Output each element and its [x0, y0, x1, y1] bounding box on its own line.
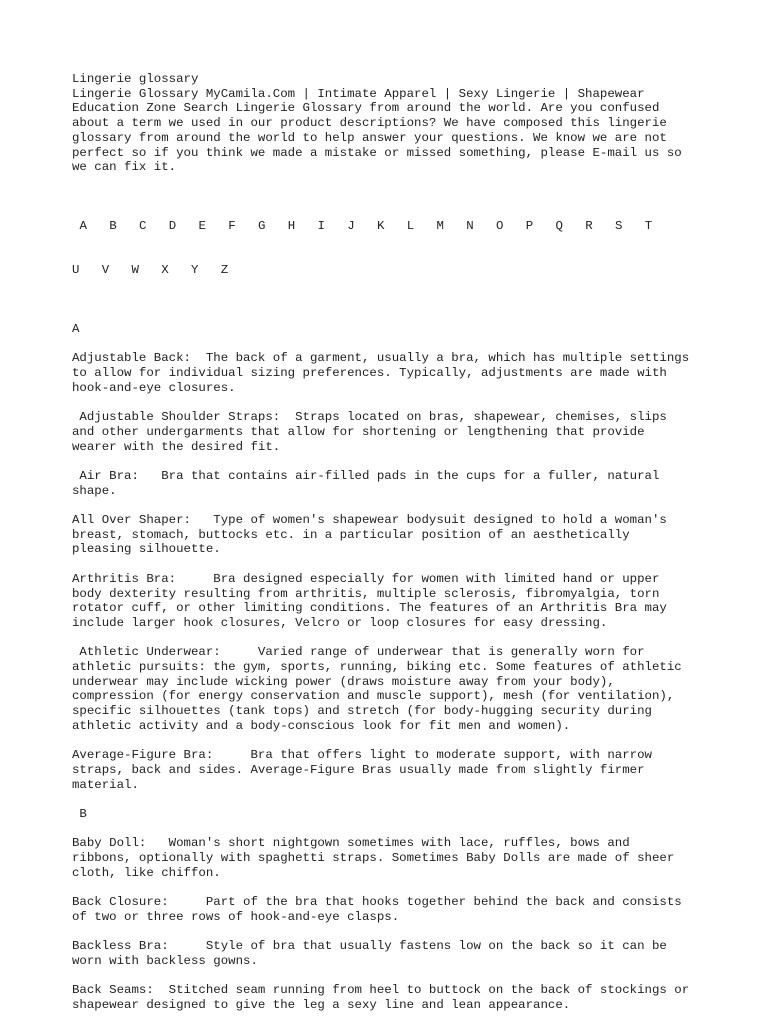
glossary-document: [72, 72, 712, 1013]
intro-line: about a term we used in our product descriptions? We have composed this lingerie: [72, 116, 667, 131]
alphabet-link-p[interactable]: P: [525, 219, 534, 234]
glossary-entry: [72, 469, 712, 498]
alphabet-link-a[interactable]: A: [79, 219, 87, 234]
entry-line: body dexterity resulting from arthritis, multiple sclerosis, fibromyalgia, torn: [72, 586, 660, 601]
alphabet-link-r[interactable]: R: [585, 219, 593, 234]
entry-line: ribbons, optionally with spaghetti straps. Sometimes Baby Dolls are made of sheer: [72, 851, 675, 866]
intro-line: glossary from around the world to help answer your questions. We know we are not: [72, 130, 667, 145]
entry-line: Back Closure: Part of the bra that hooks together behind the back and consists: [72, 895, 682, 910]
entry-line: include larger hook closures, Velcro or loop closures for easy dressing.: [72, 615, 608, 630]
entry-line: All Over Shaper: Type of women's shapewear bodysuit designed to hold a woman's: [72, 513, 667, 527]
alphabet-link-e[interactable]: E: [198, 219, 206, 234]
glossary-entry: [72, 572, 712, 631]
glossary-entry: [72, 895, 712, 924]
intro-line: Lingerie Glossary MyCamila.Com | Intimate Apparel | Sexy Lingerie | Shapewear: [72, 86, 645, 101]
alphabet-index: [72, 190, 712, 308]
glossary-entry: [72, 645, 712, 733]
alphabet-row: [72, 263, 712, 278]
alphabet-link-h[interactable]: H: [287, 219, 296, 234]
alphabet-link-k[interactable]: K: [376, 219, 385, 234]
entry-line: Back Seams: Stitched seam running from heel to buttock on the back of stockings or: [72, 983, 690, 998]
entry-line: Adjustable Back: The back of a garment, usually a bra, which has multiple settings: [72, 351, 690, 366]
entry-line: wearer with the desired fit.: [72, 439, 281, 454]
entry-line: shape.: [72, 483, 117, 498]
entry-line: Backless Bra: Style of bra that usually fastens low on the back so it can be: [72, 939, 667, 954]
entry-line: Average-Figure Bra: Bra that offers light to moderate support, with narrow: [72, 748, 652, 763]
entry-line: Air Bra: Bra that contains air-filled pads in the cups for a fuller, natural: [72, 468, 660, 483]
entry-line: pleasing silhouette.: [72, 542, 221, 557]
document-title: Lingerie glossary: [72, 72, 199, 86]
alphabet-link-n[interactable]: N: [466, 219, 474, 234]
section-heading-a: A: [72, 321, 80, 336]
alphabet-link-b[interactable]: B: [109, 219, 117, 234]
glossary-entry: [72, 939, 712, 968]
entry-line: of two or three rows of hook-and-eye clasps.: [72, 909, 400, 924]
alphabet-link-s[interactable]: S: [614, 219, 623, 234]
alphabet-link-o[interactable]: O: [495, 219, 504, 234]
alphabet-link-i[interactable]: I: [317, 219, 325, 234]
alphabet-link-x[interactable]: X: [161, 263, 169, 278]
alphabet-link-z[interactable]: Z: [220, 263, 229, 278]
glossary-entry: [72, 410, 712, 454]
entry-line: cloth, like chiffon.: [72, 865, 221, 880]
glossary-entry: [72, 513, 712, 557]
entry-line: specific silhouettes (tank tops) and stretch (for body-hugging security during: [72, 704, 652, 719]
entry-line: shapewear designed to give the leg a sexy line and lean appearance.: [72, 998, 571, 1013]
alphabet-link-v[interactable]: V: [101, 263, 110, 278]
alphabet-link-f[interactable]: F: [228, 219, 236, 234]
entry-line: Baby Doll: Woman's short nightgown sometimes with lace, ruffles, bows and: [72, 836, 630, 851]
entry-line: material.: [72, 777, 139, 792]
entry-line: straps, back and sides. Average-Figure Bras usually made from slightly firmer: [72, 762, 645, 777]
section-heading-b: B: [72, 807, 87, 821]
alphabet-link-c[interactable]: C: [138, 219, 147, 234]
entry-line: Athletic Underwear: Varied range of underwear that is generally worn for: [72, 645, 645, 660]
alphabet-link-u[interactable]: U: [72, 263, 80, 278]
alphabet-link-y[interactable]: Y: [191, 263, 199, 278]
alphabet-link-m[interactable]: M: [436, 219, 444, 234]
entry-line: hook-and-eye closures.: [72, 380, 236, 395]
glossary-entry: [72, 351, 712, 395]
entry-line: worn with backless gowns.: [72, 953, 258, 968]
alphabet-link-g[interactable]: G: [257, 219, 266, 234]
intro-line: we can fix it.: [72, 160, 177, 175]
entry-line: breast, stomach, buttocks etc. in a particular position of an aesthetically: [72, 527, 630, 542]
alphabet-link-l[interactable]: L: [406, 219, 415, 234]
alphabet-link-t[interactable]: T: [644, 219, 653, 234]
entry-line: and other undergarments that allow for shortening or lengthening that provide: [72, 424, 645, 439]
intro-line: Education Zone Search Lingerie Glossary from around the world. Are you confused: [72, 101, 660, 116]
entry-line: Adjustable Shoulder Straps: Straps located on bras, shapewear, chemises, slips: [72, 410, 667, 425]
glossary-entry: [72, 983, 712, 1012]
entry-line: to allow for individual sizing preferences. Typically, adjustments are made with: [72, 366, 667, 381]
entry-line: athletic pursuits: the gym, sports, running, biking etc. Some features of athletic: [72, 660, 682, 674]
glossary-entry: [72, 748, 712, 792]
alphabet-row: [72, 219, 712, 234]
alphabet-link-d[interactable]: D: [168, 219, 177, 234]
alphabet-link-q[interactable]: Q: [555, 219, 563, 234]
entry-line: Arthritis Bra: Bra designed especially for women with limited hand or upper: [72, 571, 660, 586]
alphabet-link-w[interactable]: W: [131, 263, 139, 278]
entry-line: rotator cuff, or other limiting conditions. The features of an Arthritis Bra may: [72, 601, 667, 616]
glossary-entry: [72, 836, 712, 880]
intro-block: [72, 72, 712, 175]
intro-line: perfect so if you think we made a mistake or missed something, please E-mail us so: [72, 145, 682, 160]
entry-line: compression (for energy conservation and muscle support), mesh (for ventilation),: [72, 689, 675, 704]
entry-line: underwear may include wicking power (draws moisture away from your body),: [72, 674, 615, 689]
entry-line: athletic activity and a body-conscious look for fit men and women).: [72, 718, 571, 733]
alphabet-link-j[interactable]: J: [347, 219, 355, 234]
